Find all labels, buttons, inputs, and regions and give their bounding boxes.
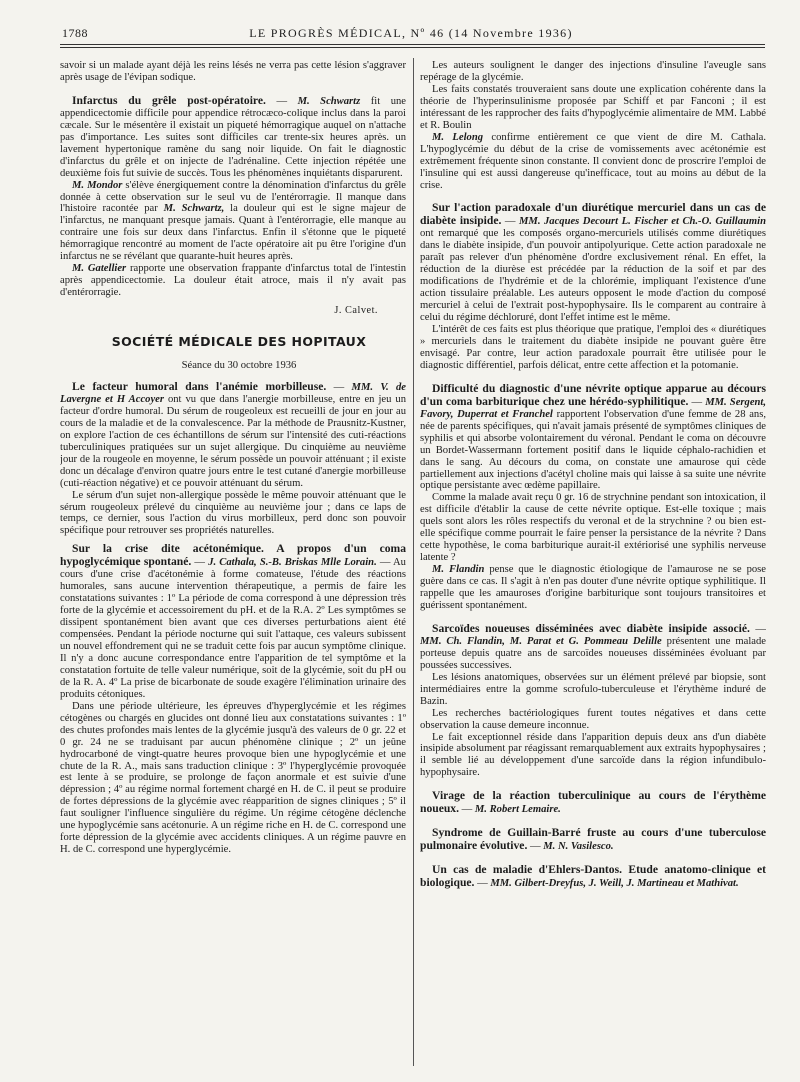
paragraph: Le sérum d'un sujet non-allergique possède le même pouvoir atténuant que le sérum rougeoleux prélevé du cinquième au neuvième jour ; dans ce laps de temps, ce dernier, sous l'action du virus morbilleux, perd donc son pouvoir spécifique pour retrouver ses propriétés naturelles.	[60, 489, 406, 537]
paragraph: Les auteurs soulignent le danger des injections d'insuline l'aveugle sans repérage de la glycémie.	[420, 60, 766, 83]
dash: —	[474, 878, 491, 890]
paragraph: Les faits constatés trouveraient sans doute une explication cohérente dans la théorie de l'hyperinsulinisme proposée par Schiff et par Fanconi ; il est intéressant de les rapprocher des faits d'hypoglycémie alimentaire de MM. Labbé et R. Boulin	[420, 83, 766, 131]
author: M. Lelong	[432, 131, 484, 143]
authors: MM. V. de Lavergne et H Accoyer	[60, 381, 406, 405]
abstract-title: Infarctus du grêle post-opératoire.	[72, 93, 266, 107]
paragraph: Le fait exceptionnel réside dans l'apparition depuis deux ans d'un diabète insipide absolument par réagissant remarquablement aux extraits hypophysaires ; il semble lié au développement d'une sarcoïde dans la région infundibulo-hypophysaire.	[420, 731, 766, 779]
dash: —	[458, 804, 475, 816]
paragraph: savoir si un malade ayant déjà les reins lésés ne verra pas cette lésion s'aggraver après usage de l'évipan sodique.	[60, 60, 406, 83]
dash: —	[527, 841, 544, 853]
dash: —	[749, 623, 766, 635]
author: M. Flandin	[432, 564, 485, 576]
author: M. Schwartz	[297, 95, 361, 107]
dash: —	[326, 381, 352, 393]
dash: —	[265, 95, 298, 107]
abstract-title: Le facteur humoral dans l'anémie morbilleuse.	[72, 379, 327, 393]
paragraph: L'intérêt de ces faits est plus théorique que pratique, l'emploi des « diurétiques » mercuriels dans le traitement du diabète insipide ne pouvant guère être envisagé. Par contre, leur action paradoxale pourrait être utilisée pour le diagnostic différentiel, parfois délicat, entre cette affection et la potomanie.	[420, 324, 766, 371]
session-date: Séance du 30 octobre 1936	[181, 360, 297, 372]
paragraph: Les lésions anatomiques, observées sur un élément prélevé par biopsie, sont intermédiaires entre la gomme scrofulo-tuberculeuse et l'érythème induré de Bazin.	[420, 671, 766, 707]
authors: MM. Sergent, Favory, Duperrat et Franchel	[420, 396, 766, 420]
authors: MM. Ch. Flandin, M. Parat et G. Pommeau Delille	[420, 635, 662, 647]
abstract-text: fit une appendicectomie difficile pour appendice rétrocæco-colique inclus dans la paroi cæcale. Sur le mésentère il existait un piqueté hémorragique auquel on n'attache pas d'importance. Les suites sont difficiles car trente-six heures après. un lavement hypertonique ramène du sang noir liquide. On fait le diagnostic d'infarctus du grêle et on injecte de l'adrénaline. Cette injection répétée une deuxième fois fut suivie de succès. Tous les phénomènes inquiétants disparurent.	[60, 95, 406, 179]
abstract-text: ont remarqué que les composés organo-mercuriels utilisés comme diurétiques dans le diabète insipide, d'un pouvoir antipolyurique. Cette action paradoxale ne paraît pas relever d'un phénomène d'ordre exclusivement rénal. En effet, la réduction de la diurèse est précédée par la réduction de la soif et par des modifications de l'hydrémie et de la chlorémie, impliquant l'existence d'une action tissulaire préalable. Les auteurs opposent le mode d'action du composé mercuriel à celui de l'extrait post-hypophysaire. Ils le comparent au contraire à celui du régime déchloruré, dont l'effet intime est le même.	[420, 228, 766, 324]
abstract-ehlers-danlos	[420, 864, 766, 890]
abstract-text: — Au cours d'une crise d'acétonémie à forme comateuse, l'étude des réactions humorales, sans aucune intervention thérapeutique, a permis de faire les constatations suivantes : 1º La période de coma correspond à une dépression très forte de la glycémie et accessoirement du pH. et de la R.A. 2º Les symptômes se dissipent spontanément bien avant que ces diverses perturbations aient été compensées. Pendant la période nocturne qui suit l'attaque, ces valeurs subissent un nouvel effondrement qui ne se traduit cette fois par aucun symptôme clinique. Il n'y a donc aucune correspondance entre l'apparition de tel symptôme et la constatation fortuite de telle valeur numérique, soit de la glycémie, soit du pH ou de la R. A. 4º La prise de bicarbonate de soude exagère l'élimination urinaire des produits cétoniques.	[60, 557, 406, 700]
abstract-title: Virage de la réaction tuberculinique au cours de l'érythème noueux.	[420, 789, 766, 816]
abstract-acetonemique	[60, 543, 406, 700]
left-column	[60, 60, 406, 1066]
text: s'élève énergiquement contre la dénomination d'infarctus du grêle donnée à cette observation sur le seul vu de l'entérorragie. Il manque dans l'histoire racontée par	[60, 179, 406, 215]
abstract-nevrite	[420, 383, 766, 493]
authors: M. Robert Lemaire.	[474, 804, 561, 816]
right-column	[420, 60, 766, 1066]
authors: MM. Jacques Decourt L. Fischer et Ch.-O. Guillaumin	[519, 216, 766, 228]
signature: J. Calvet.	[334, 305, 378, 317]
text: la douleur qui est le signe majeur de l'infarctus, ne manquant presque jamais. Quant à l'entérorragie, elle manque au contraire une fois sur deux dans l'infarctus. Enfin il s'étonne que le piqueté hémorragique rencontré au moment de l'acte opératoire ait pu être l'origine d'un infarctus ne se révélant que quarante-huit heures après.	[60, 203, 406, 263]
abstract-title: Difficulté du diagnostic d'une névrite optique apparue au décours d'un coma barbiturique chez une hérédo-syphilitique.	[420, 381, 766, 408]
abstract-title: Sarcoïdes noueuses disséminées avec diabète insipide associé.	[432, 621, 750, 635]
abstract-virage	[420, 790, 766, 816]
abstract-title: Syndrome de Guillain-Barré fruste au cours d'une tuberculose pulmonaire évolutive.	[420, 826, 766, 853]
text: confirme entièrement ce que vient de dire M. Cathala. L'hypoglycémie du début de la crise de vomissements avec acétonémie est extrêmement fréquente sinon constante. Il convient donc de proscrire l'emploi de l'insuline qui est aussi dangereuse qu'inefficace, tout au moins au début de la crise.	[420, 131, 766, 191]
paragraph: Dans une période ultérieure, les épreuves d'hyperglycémie et les régimes cétogènes ou chargés en glucides ont donné lieu aux constatations suivantes : 1º des chutes profondes mais lentes de la glycémie jusqu'à des valeurs de 0 gr. 22 et 0 gr. 24 ne se traduisant par aucun phénomène clinique ; 2º un jeûne hydrocarboné de vingt-quatre heures provoque bien une hypoglycémie et une chute de la R. A., mais sans traduction clinique : 3º l'hyperglycémie provoquée est lente à se produire, se prolonge de façon anormale et est suivie d'une dépression ; 4º au régime normal fortement chargé en H. de C. il peut se produire de fortes dépressions de la glycémie avec réapparition de signes cliniques ; 5º il faut souligner l'influence singulière du régime. Un régime cétogène déclenche une hypoglycémie sans acétonurie. A un régime riche en H. de C. correspond une forte dépression de la glycémie avec accidents cliniques. A un régime pauvre en H. de C. correspond une hyperglycémie.	[60, 700, 406, 856]
paragraph-mondor	[60, 180, 406, 264]
text: rapporte une observation frappante d'infarctus total de l'intestin après appendicectomie. La douleur était atroce, mais il n'y avait pas d'entérorragie.	[60, 263, 406, 299]
author: M. Schwartz,	[163, 203, 225, 215]
page-header	[62, 24, 760, 42]
abstract-guillain-barre	[420, 827, 766, 853]
paragraph: Les recherches bactériologiques furent toutes négatives et dans cette observation la cause demeure inconnue.	[420, 707, 766, 731]
paragraph-lelong	[420, 132, 766, 192]
paragraph-gatellier	[60, 263, 406, 299]
abstract-sarcoides	[420, 623, 766, 672]
dash: —	[688, 396, 706, 408]
paragraph-flandin	[420, 564, 766, 612]
authors: MM. Gilbert-Dreyfus, J. Weill, J. Martineau et Mathivat.	[490, 878, 739, 890]
author: M. Mondor	[72, 179, 123, 191]
abstract-diuretique	[420, 202, 766, 324]
header-rule-2	[60, 47, 765, 48]
column-divider	[413, 58, 414, 1066]
section-title: SOCIÉTÉ MÉDICALE DES HOPITAUX	[111, 334, 367, 350]
abstract-title: Un cas de maladie d'Ehlers-Dantos. Etude anatomo-clinique et biologique.	[420, 863, 766, 890]
journal-title: LE PROGRÈS MÉDICAL, Nº 46 (14 Novembre 1936)	[249, 26, 573, 40]
paragraph: Comme la malade avait reçu 0 gr. 16 de strychnine pendant son intoxication, il est difficile d'établir la cause de cette névrite optique. Est-elle toxique ; mais quels sont alors les rôles respectifs du veronal et de la strychnine ? ou bien est-elle spécifique comme pourrait le faire penser la persistance de la névrite ? Dans cette hypothèse, le coma barbiturique aurait-il extériorisé une syphilis nerveuse latente ?	[420, 492, 766, 564]
authors: M. N. Vasilesco.	[543, 841, 614, 853]
text: pense que le diagnostic étiologique de l'amaurose ne se pose guère dans ce cas. Il s'agit à n'en pas douter d'une névrite optique syphilitique. Il rappelle que les amauroses d'origine barbiturique sont toujours transitoires et guérissent spontanément.	[420, 564, 766, 611]
abstract-text: présentent une malade porteuse depuis quatre ans de sarcoïdes noueuses disséminées évoluant par poussées successives.	[420, 635, 766, 671]
author: M. Gatellier	[72, 263, 127, 275]
abstract-title: Sur l'action paradoxale d'un diurétique mercuriel dans un cas de diabète insipide.	[420, 201, 766, 228]
abstract-infarctus	[60, 95, 406, 180]
authors: J. Cathala, S.-B. Briskas Mlle Lorain.	[208, 557, 377, 569]
abstract-text: rapportent l'observation d'une femme de 28 ans, née de parents spécifiques, qui n'avait jamais présenté de symptômes cliniques de syphilis et qui absorbe volontairement du véronal. Pendant le coma on découvre un Bordet-Wassermann fortement positif dans le liquide céphalo-rachidien et dans le sang. Au décours du coma, on constate une amaurose qui cède partiellement aux injections d'acétyl choline mais qui laisse à sa suite une névrite optique persistante avec œdème papillaire.	[420, 408, 766, 492]
header-rule	[60, 44, 765, 45]
abstract-title: Sur la crise dite acétonémique. A propos d'un coma hypoglycémique spontané.	[60, 542, 406, 569]
abstract-facteur-humoral	[60, 381, 406, 490]
page-number: 1788	[62, 26, 88, 40]
dash: —	[501, 216, 519, 228]
dash: —	[191, 557, 209, 569]
abstract-text: ont vu que dans l'anergie morbilleuse, entre en jeu un facteur d'ordre humoral. Du sérum de rougeoleux est recueilli de jour en jour au cours de la maladie et de la convalescence. Par la méthode de Prausnitz-Kustner, on explore l'action de ces échantillons de sérum sur l'intensité des cuti-réactions tuberculiniques pratiquées sur un sujet allergique. Du cinquième au neuvième jour de la rougeole en moyenne, le sérum possède un pouvoir atténuant ; il existe donc un décalage d'environ quatre jours entre le test cutané d'anergie morbilleuse (cuti-réaction négative) et ce pouvoir atténuant du sérum.	[60, 393, 406, 489]
